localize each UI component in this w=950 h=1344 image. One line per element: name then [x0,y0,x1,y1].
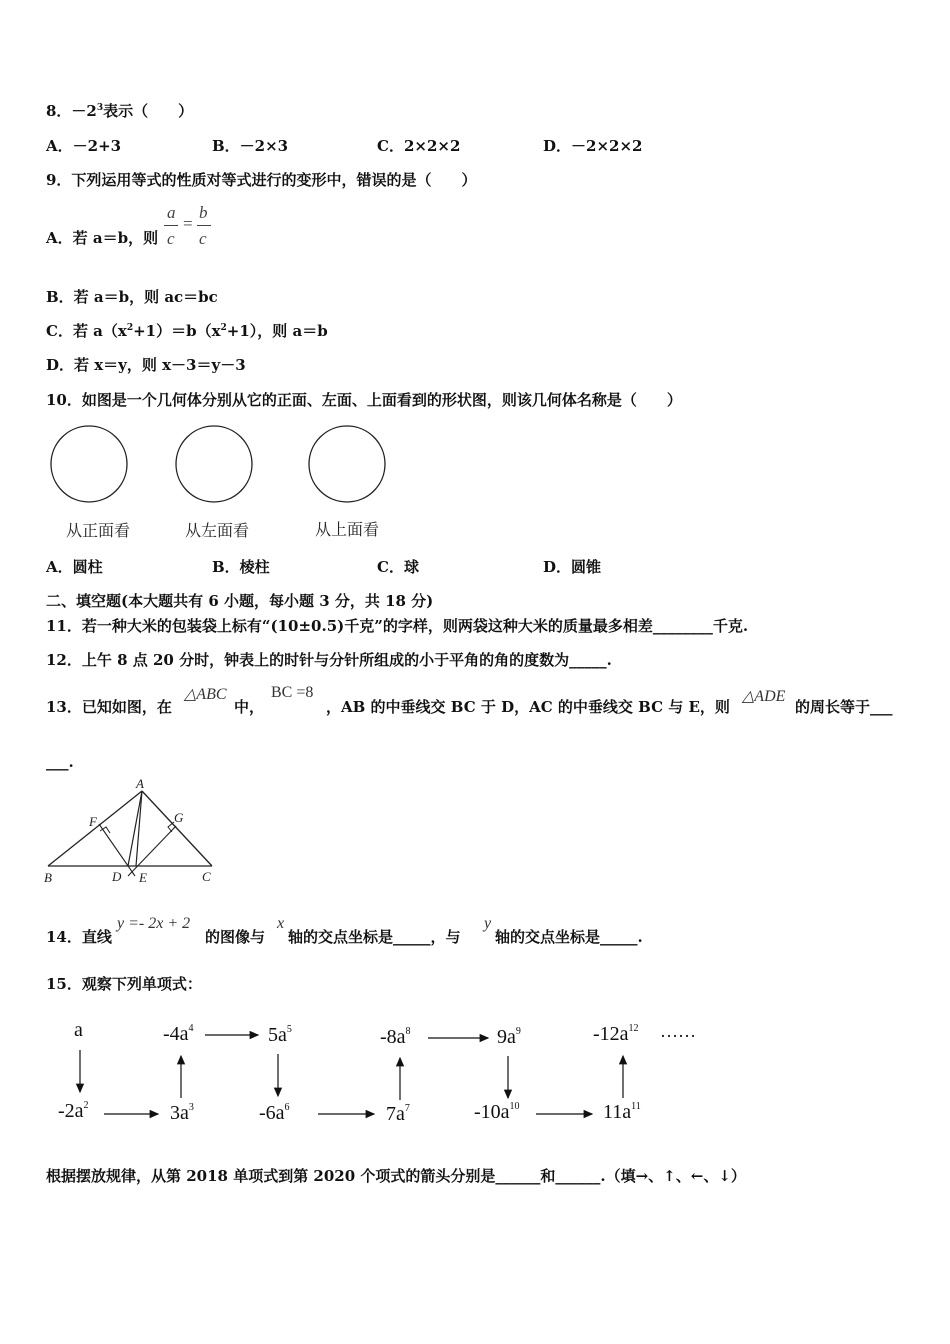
label-d: D [112,869,122,884]
q13-text-2: 中， [234,698,265,716]
q10-option-d: D．圆锥 [543,558,602,576]
view-caption-left: 从左面看 [185,521,250,540]
term-4: $-4a^4$ [163,1023,194,1045]
term-3: $3a^3$ [170,1102,194,1124]
q13-math-ade: △ADE [742,688,786,705]
label-a: A [136,776,144,791]
q10-stem: 10．如图是一个几何体分别从它的正面、左面、上面看到的形状图，则该几何体名称是（ ） [46,391,682,409]
term-12: $-12a^{12}$ [593,1023,639,1045]
q13-text-4: 的周长等于___ [795,698,893,716]
q9-stem: 9．下列运用等式的性质对等式进行的变形中，错误的是（ ） [46,171,477,189]
q13-math-abc: △ABC [184,686,227,703]
q8-option-c: C．2×2×2 [377,137,461,155]
q13-text-1: 13．已知如图，在 [46,698,172,716]
q10-option-a: A．圆柱 [46,558,103,576]
q14-math-x: x [277,915,285,932]
view-caption-top: 从上面看 [315,520,380,539]
q9-option-c: C．若 $a(x^2+1)=b(x^2+1)$，则 a＝b [46,322,328,340]
top-view-circle [309,426,385,502]
term-2: $-2a^2$ [58,1100,89,1122]
q10-option-b: B．棱柱 [212,558,270,576]
q13-text-5: ___. [46,753,74,771]
q13-triangle-figure [44,776,244,886]
q14-text-1: 14．直线 [46,928,112,946]
label-b: B [44,870,52,885]
q12-text: 12．上午 8 点 20 分时，钟表上的时针与分针所组成的小于平角的角的度数为_____. [46,651,612,669]
q8-stem: 8．$-2^3$表示（ ） [46,102,194,120]
q15-stem: 15．观察下列单项式： [46,975,202,993]
view-caption-front: 从正面看 [66,521,131,540]
q14-text-2: 的图像与 [205,928,266,946]
label-c: C [202,869,211,884]
label-f: F [89,814,97,829]
q11-text: 11．若一种大米的包装袋上标有“(10±0.5)千克”的字样，则两袋这种大米的质量最多相差________千克. [46,617,749,635]
q13-math-bc: BC =8 [271,684,314,701]
term-7: $7a^7$ [386,1103,410,1125]
term-8: $-8a^8$ [380,1026,411,1048]
q14-math-line: y =- 2x + 2 [117,915,191,932]
term-11: $11a^{11}$ [603,1101,641,1123]
q15-question: 根据摆放规律，从第 2018 单项式到第 2020 个项式的箭头分别是______和______.（填→、↑、←、↓） [46,1167,746,1185]
term-1: a [74,1019,83,1041]
section2-title: 二、填空题(本大题共有 6 小题，每小题 3 分，共 18 分) [46,592,434,610]
q8-option-b: B．－2×3 [212,137,289,155]
term-9: $9a^9$ [497,1026,521,1048]
q14-math-y: y [484,915,492,932]
q14-text-3: 轴的交点坐标是_____，与 [288,928,461,946]
label-g: G [174,810,184,825]
q10-option-c: C．球 [377,558,419,576]
q10-views-figure [0,420,950,520]
term-10: $-10a^{10}$ [474,1101,520,1123]
term-ellipsis: …… [660,1021,696,1041]
q8-option-a: A．－2+3 [46,137,122,155]
q9-option-a: A．若 a＝b，则 [46,229,159,247]
q8-option-d: D．－2×2×2 [543,137,643,155]
label-e: E [139,870,147,885]
term-5: $5a^5$ [268,1024,292,1046]
q15-arrows-figure [0,1010,950,1150]
q13-text-3: ，AB 的中垂线交 BC 于 D，AC 的中垂线交 BC 与 E，则 [326,698,730,716]
q14-text-4: 轴的交点坐标是_____. [495,928,643,946]
left-view-circle [176,426,252,502]
front-view-circle [51,426,127,502]
q9-option-b: B．若 a＝b，则 ac＝bc [46,288,218,306]
term-6: $-6a^6$ [259,1102,290,1124]
q9-option-d: D．若 x＝y，则 x－3＝y－3 [46,356,246,374]
